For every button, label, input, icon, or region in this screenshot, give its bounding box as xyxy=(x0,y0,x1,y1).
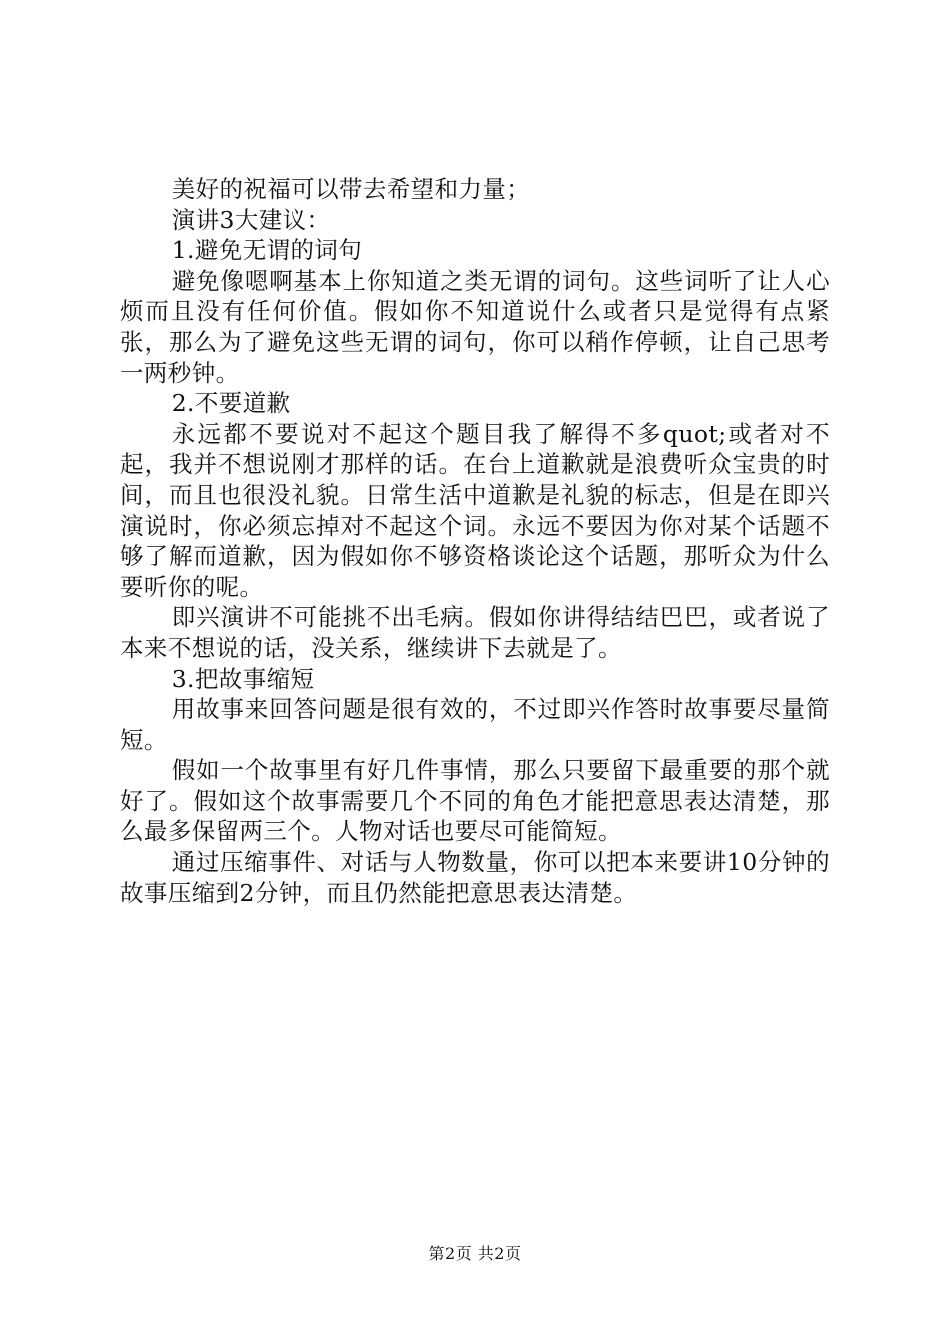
paragraph-blessing: 美好的祝福可以带去希望和力量； xyxy=(171,175,531,203)
section-heading-avoid-filler-words: 1.避免无谓的词句 xyxy=(171,236,363,265)
paragraph-keep-going: 即兴演讲不可能挑不出毛病。假如你讲得结结巴巴，或者说了本来不想说的话，没关系，继续讲下去就是了。 xyxy=(120,603,830,662)
paragraph-dont-apologize: 永远都不要说对不起这个题目我了解得不多quot;或者对不起，我并不想说刚才那样的话。在台上道歉就是浪费听众宝贵的时间，而且也很没礼貌。日常生活中道歉是礼貌的标志，但是在即兴演说时，你必须忘掉对不起这个词。永远不要因为你对某个话题不够了解而道歉，因为假如你不够资格谈论这个话题，那听众为什么要听你的呢。 xyxy=(120,419,830,601)
section-heading-shorten-stories: 3.把故事缩短 xyxy=(171,664,315,693)
paragraph-keep-important-parts: 假如一个故事里有好几件事情，那么只要留下最重要的那个就好了。假如这个故事需要几个不同的角色才能把意思表达清楚，那么最多保留两三个。人物对话也要尽可能简短。 xyxy=(120,756,830,846)
paragraph-avoid-filler-words: 避免像嗯啊基本上你知道之类无谓的词句。这些词听了让人心烦而且没有任何价值。假如你不知道说什么或者只是觉得有点紧张，那么为了避免这些无谓的词句，你可以稍作停顿，让自己思考一两秒钟。 xyxy=(120,266,830,387)
document-body xyxy=(120,174,830,908)
paragraph-compress-story: 通过压缩事件、对话与人物数量，你可以把本来要讲10分钟的故事压缩到2分钟，而且仍然能把意思表达清楚。 xyxy=(120,848,830,907)
page-number-footer: 第2页 共2页 xyxy=(428,1244,522,1263)
paragraph-stories-effective: 用故事来回答问题是很有效的，不过即兴作答时故事要尽量简短。 xyxy=(120,695,830,754)
section-heading-dont-apologize: 2.不要道歉 xyxy=(171,389,291,418)
paragraph-suggestions-heading: 演讲3大建议： xyxy=(171,205,331,234)
